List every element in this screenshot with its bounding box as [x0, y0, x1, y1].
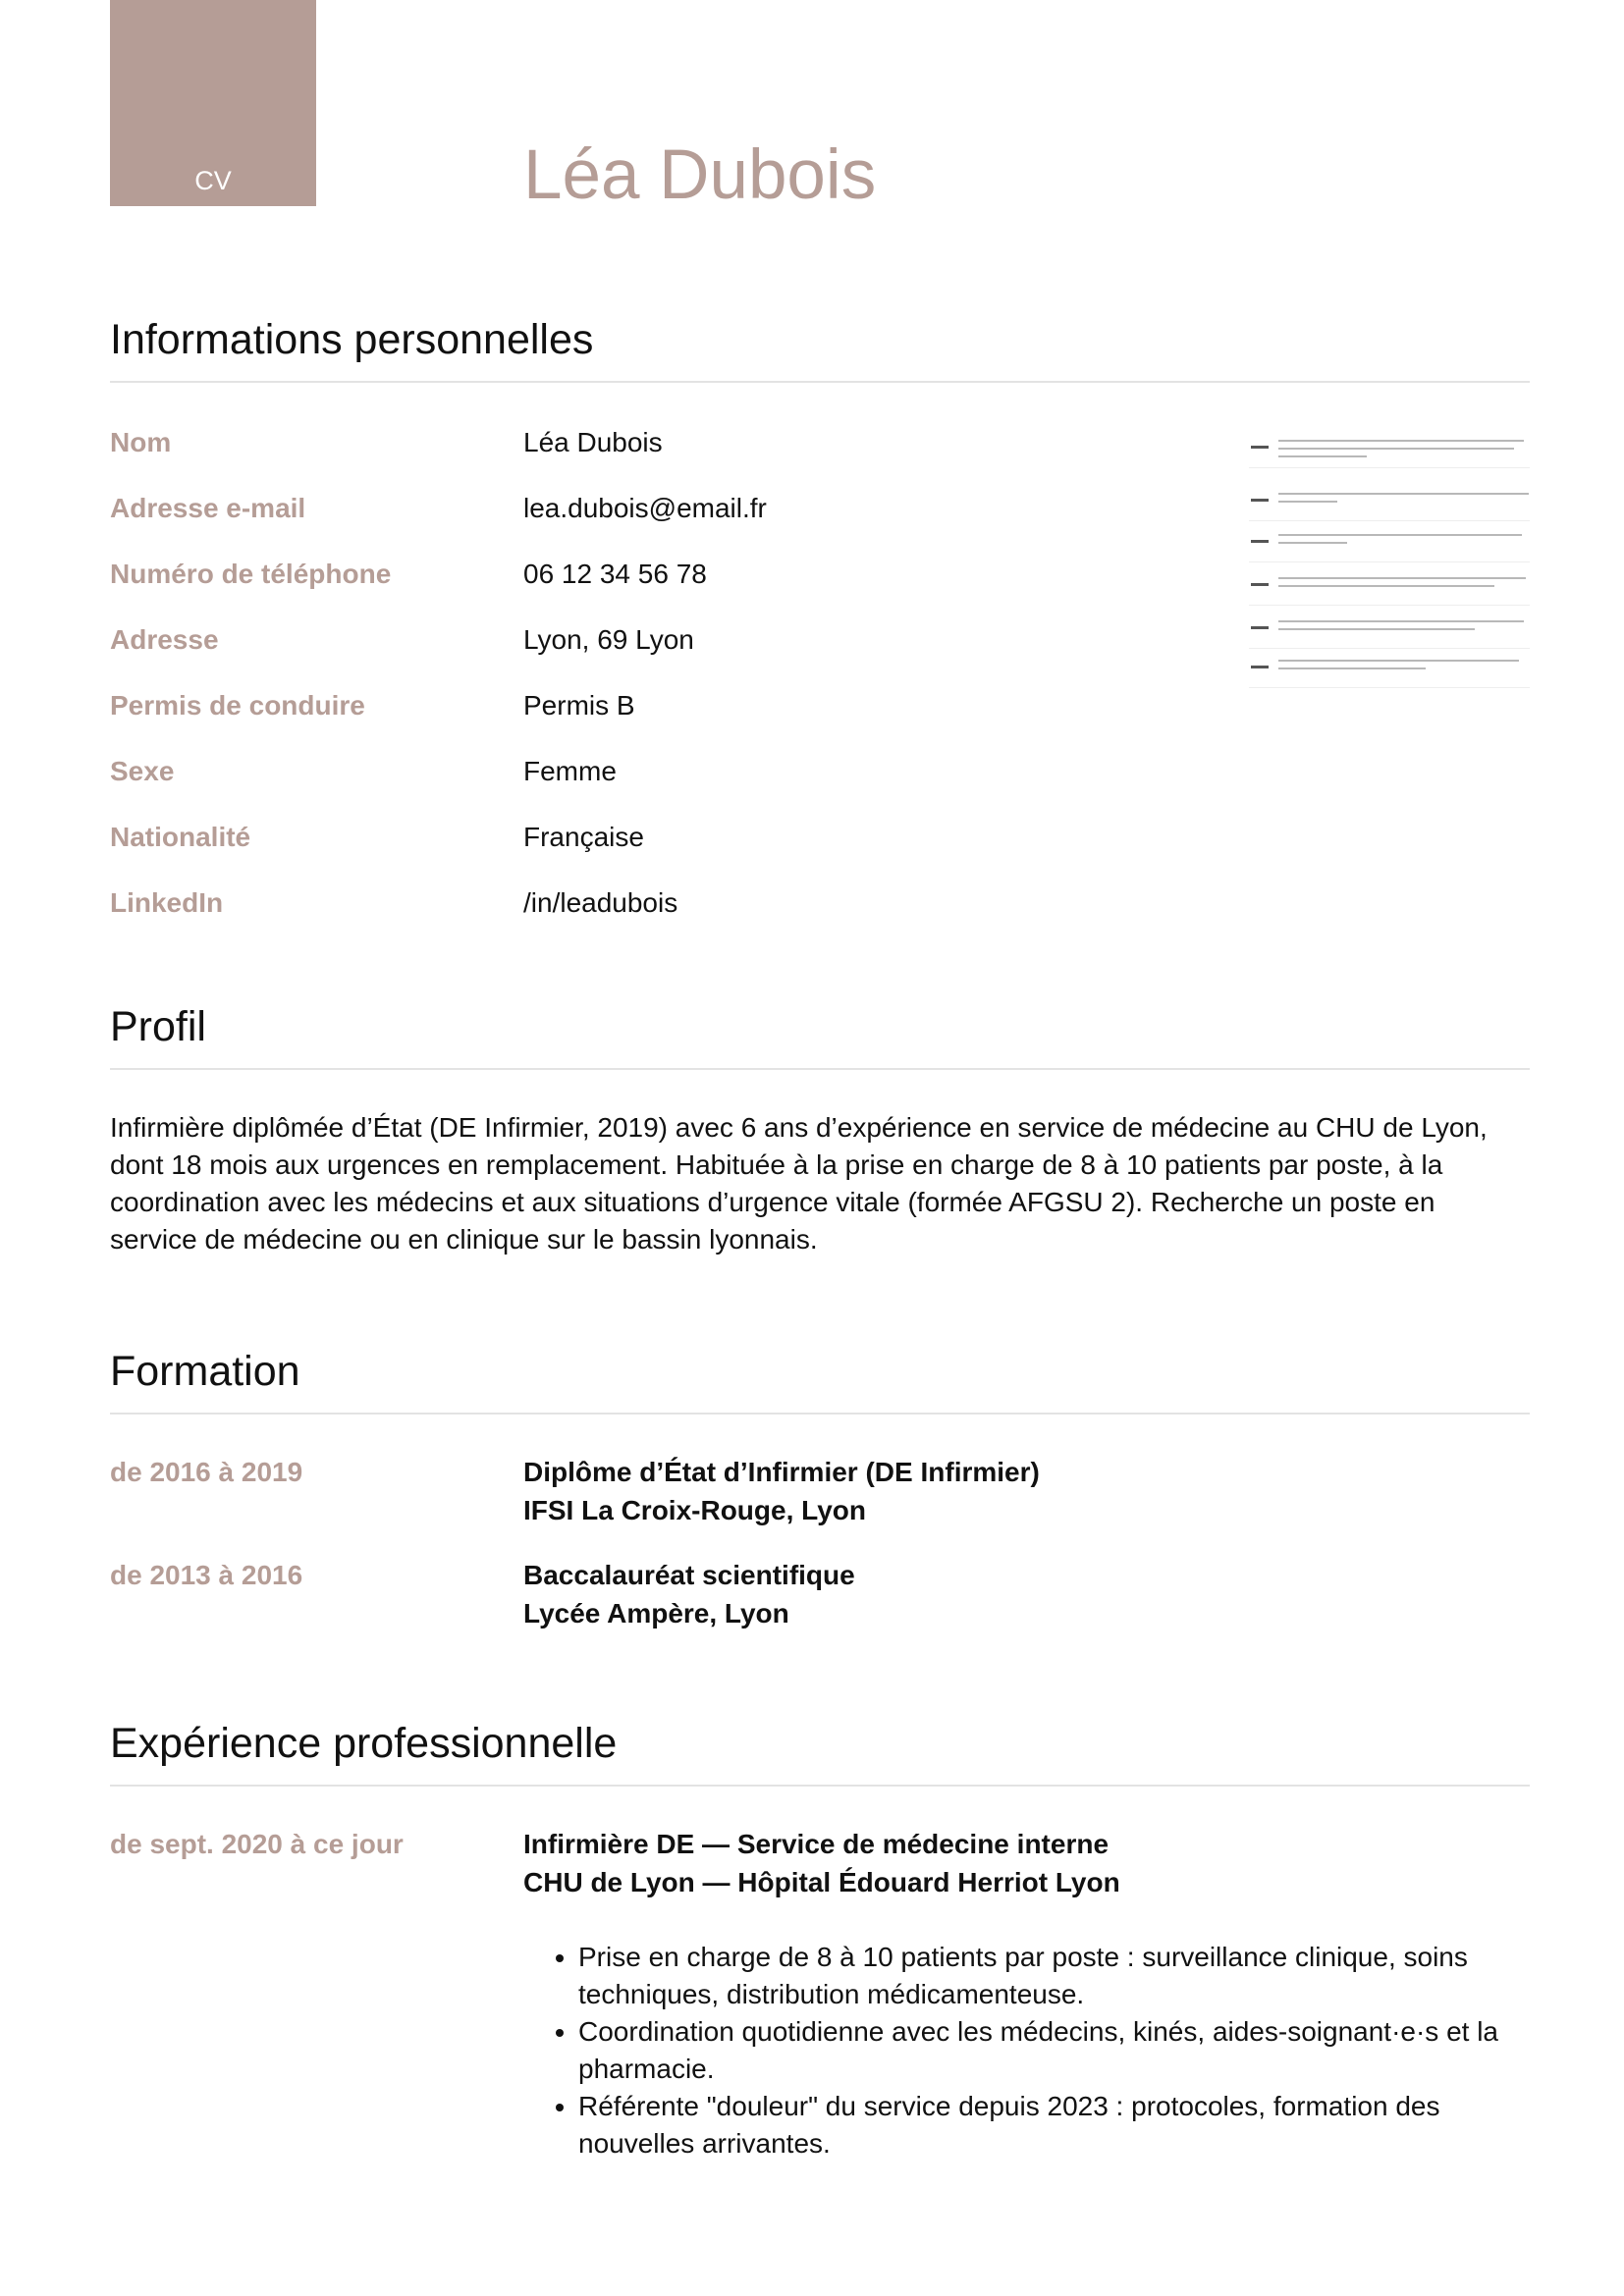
profile-heading: Profil: [110, 1006, 1530, 1070]
field-label: Adresse: [110, 624, 219, 655]
cv-badge: [110, 0, 316, 206]
field-label: Adresse e-mail: [110, 493, 306, 523]
personal-info-heading: Informations personnelles: [110, 319, 1530, 383]
entry-organization: Lycée Ampère, Lyon: [523, 1598, 789, 1629]
field-value: Permis B: [523, 690, 635, 721]
entry-title: Infirmière DE — Service de médecine interne: [523, 1829, 1110, 1859]
entry-title: Diplôme d’État d’Infirmier (DE Infirmier): [523, 1457, 1040, 1487]
field-label: Nom: [110, 427, 172, 457]
experience-heading: Expérience professionnelle: [110, 1723, 1530, 1787]
field-label: LinkedIn: [110, 887, 224, 918]
entry-dates: de 2016 à 2019: [110, 1457, 303, 1487]
list-item: • Prise en charge de 8 à 10 patients par poste : surveillance clinique, soins techniques, distribution médicamenteuse.: [578, 1939, 1525, 2013]
profile-text: Infirmière diplômée d’État (DE Infirmier, 2019) avec 6 ans d’expérience en service de médecine au CHU de Lyon, dont 18 mois aux urgences en remplacement. Habituée à la prise en charge de 8 à 10 patients par poste, à la coordination avec les médecins et aux situations d’urgence vitale (formée AFGSU 2). Recherche un poste en service de médecine ou en clinique sur le bassin lyonnais.: [110, 1112, 1488, 1255]
education-section: [110, 1348, 1530, 1629]
field-value: /in/leadubois: [523, 887, 678, 918]
field-value: Femme: [523, 756, 617, 786]
entry-organization: IFSI La Croix-Rouge, Lyon: [523, 1495, 866, 1525]
field-label: Numéro de téléphone: [110, 559, 392, 589]
field-value: 06 12 34 56 78: [523, 559, 707, 589]
field-label: Sexe: [110, 756, 175, 786]
list-item: • Coordination quotidienne avec les médecins, kinés, aides-soignant·e·s et la pharmacie.: [578, 2013, 1525, 2088]
cv-badge-label: CV: [194, 166, 232, 195]
experience-section: [110, 1720, 1530, 2159]
embedded-thumbnail-image: [1249, 432, 1530, 685]
entry-dates: de 2013 à 2016: [110, 1560, 303, 1590]
entry-organization: CHU de Lyon — Hôpital Édouard Herriot Lyon: [523, 1867, 1120, 1897]
field-label: Permis de conduire: [110, 690, 365, 721]
field-value: Lyon, 69 Lyon: [523, 624, 694, 655]
entry-title: Baccalauréat scientifique: [523, 1560, 855, 1590]
profile-section: [110, 1003, 1530, 1258]
page-title: Léa Dubois: [523, 136, 877, 214]
field-label: Nationalité: [110, 822, 251, 852]
education-heading: Formation: [110, 1351, 1530, 1415]
field-value: Léa Dubois: [523, 427, 663, 457]
personal-info-section: [110, 316, 1530, 918]
entry-dates: de sept. 2020 à ce jour: [110, 1829, 404, 1859]
responsibilities-list: [523, 1939, 1525, 2163]
field-value: Française: [523, 822, 644, 852]
list-item: • Référente "douleur" du service depuis 2023 : protocoles, formation des nouvelles arrivantes.: [578, 2088, 1525, 2163]
field-value: lea.dubois@email.fr: [523, 493, 767, 523]
